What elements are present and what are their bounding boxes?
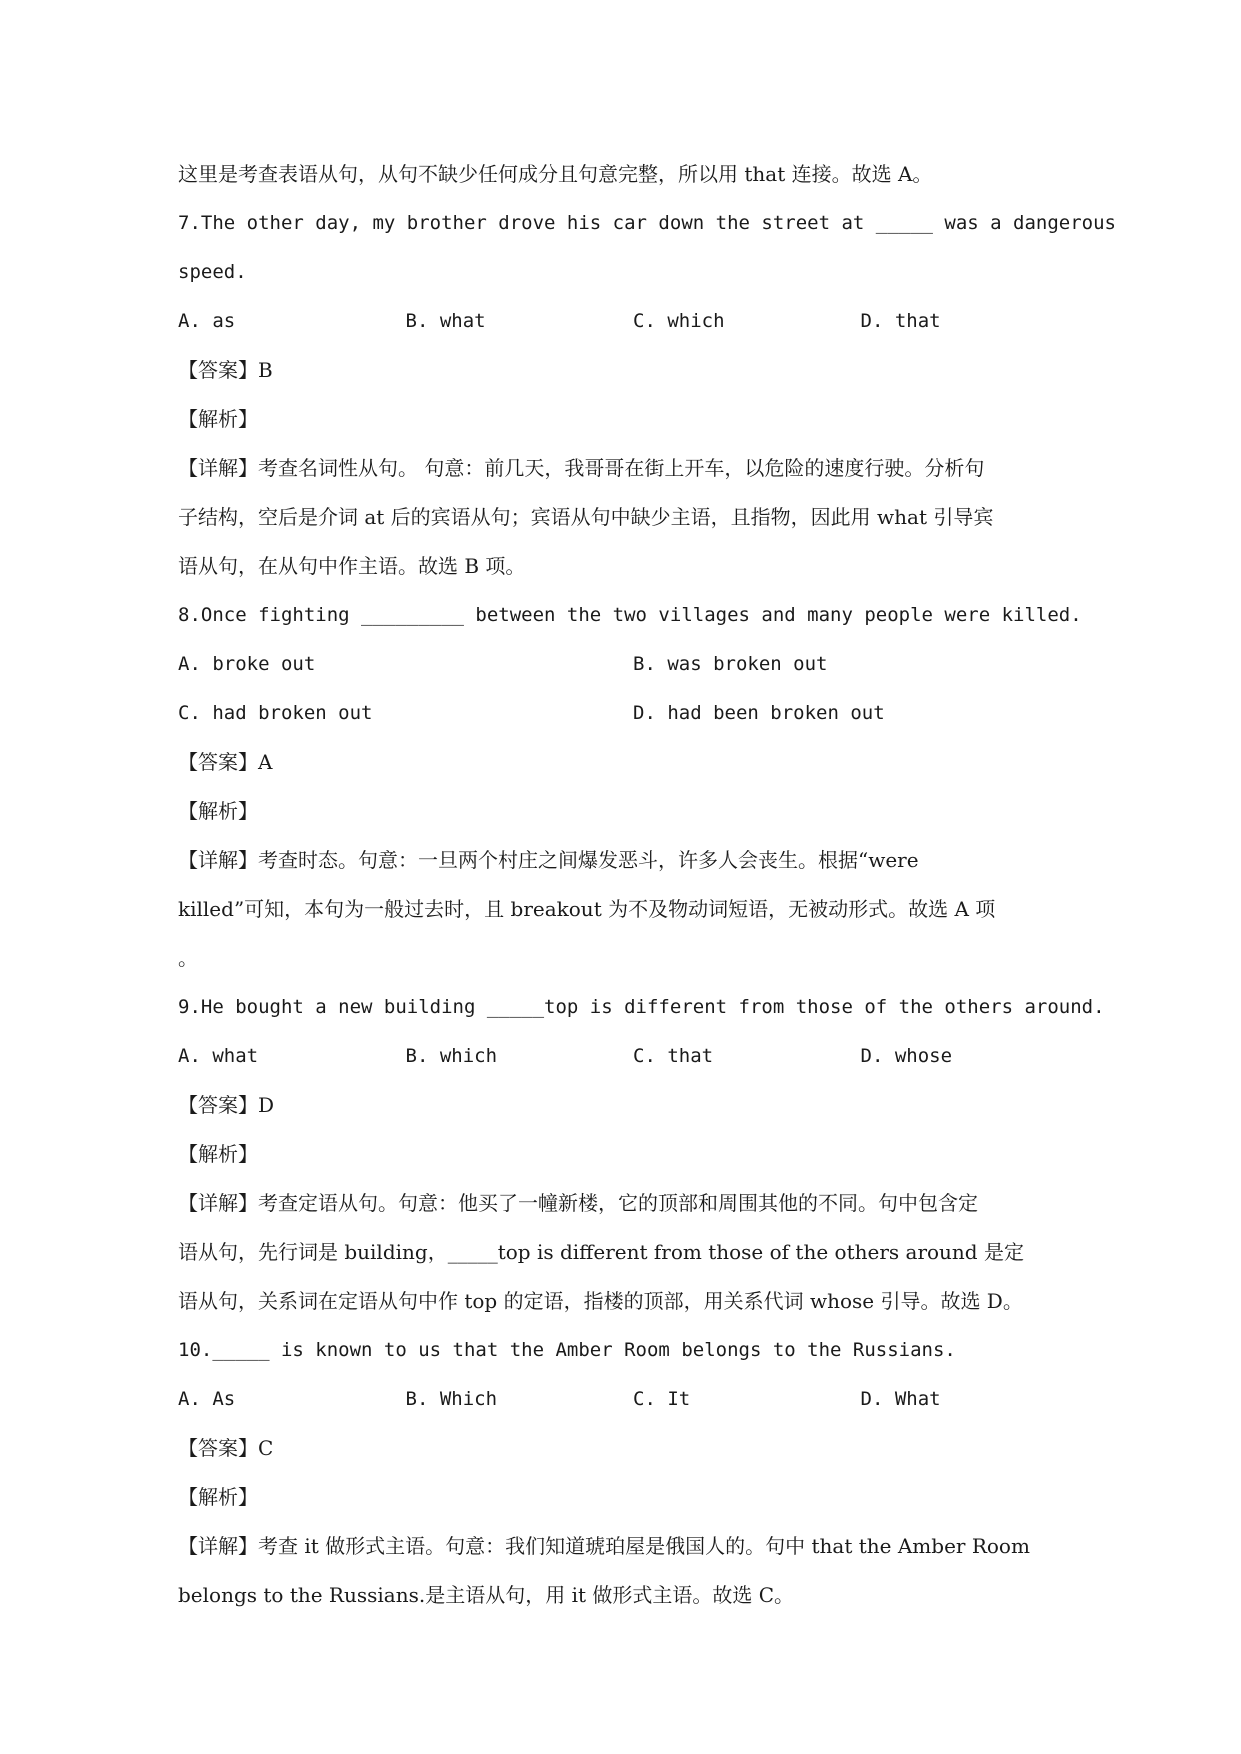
text-line: belongs to the Russians.是主语从句，用 it 做形式主语。故选 C。 (178, 1583, 795, 1607)
text-line: 语从句，关系词在定语从句中作 top 的定语，指楼的顶部，用关系代词 whose 引导。故选 D。 (178, 1289, 1023, 1313)
text-line: 【详解】考查名词性从句。 句意：前几天，我哥哥在街上开车，以危险的速度行驶。分析句 (178, 456, 985, 480)
question-line: 7.The other day, my brother drove his car down the street at _____ was a dangerous (178, 212, 1116, 234)
answer-option: B. was broken out (633, 653, 828, 675)
text-line: 【答案】D (178, 1093, 275, 1117)
answer-options-row (178, 640, 1088, 689)
text-line: 这里是考查表语从句，从句不缺少任何成分且句意完整，所以用 that 连接。故选 A。 (178, 162, 933, 186)
answer-option: C. had broken out (178, 702, 373, 724)
question-line: 10._____ is known to us that the Amber Room belongs to the Russians. (178, 1339, 956, 1361)
answer-option: A. As (178, 1388, 236, 1410)
text-line: 【答案】C (178, 1436, 274, 1460)
answer-option: B. which (405, 1045, 498, 1067)
text-line: 【详解】考查时态。句意：一旦两个村庄之间爆发恶斗，许多人会丧生。根据“were (178, 848, 919, 872)
text-line: 。 (178, 946, 198, 970)
question-line: 8.Once fighting _________ between the two villages and many people were killed. (178, 604, 1082, 626)
answer-option: C. It (633, 1388, 691, 1410)
answer-option: C. that (633, 1045, 714, 1067)
answer-option: A. as (178, 310, 236, 332)
text-line: 【解析】 (178, 799, 258, 823)
answer-option: D. What (860, 1388, 941, 1410)
answer-option: D. whose (860, 1045, 953, 1067)
answer-options-row (178, 297, 1088, 346)
text-line: 【答案】A (178, 750, 273, 774)
answer-option: B. what (405, 310, 486, 332)
text-line: 【解析】 (178, 407, 258, 431)
text-line: 子结构，空后是介词 at 后的宾语从句；宾语从句中缺少主语，且指物，因此用 what 引导宾 (178, 505, 994, 529)
answer-options-row (178, 689, 1088, 738)
text-line: 【详解】考查定语从句。句意：他买了一幢新楼，它的顶部和周围其他的不同。句中包含定 (178, 1191, 978, 1215)
document-page (178, 150, 1116, 1620)
text-line: 语从句，先行词是 building，_____top is different from those of the others around 是定 (178, 1240, 1024, 1264)
text-line: 语从句，在从句中作主语。故选 B 项。 (178, 554, 526, 578)
answer-option: A. what (178, 1045, 259, 1067)
answer-option: C. which (633, 310, 725, 332)
question-line: speed. (178, 261, 247, 283)
answer-option: D. had been broken out (633, 702, 885, 724)
text-line: killed”可知，本句为一般过去时，且 breakout 为不及物动词短语，无被动形式。故选 A 项 (178, 897, 996, 921)
answer-option: D. that (860, 310, 941, 332)
text-line: 【解析】 (178, 1485, 258, 1509)
question-line: 9.He bought a new building _____top is different from those of the others around. (178, 996, 1105, 1018)
text-line: 【解析】 (178, 1142, 258, 1166)
text-line: 【详解】考查 it 做形式主语。句意：我们知道琥珀屋是俄国人的。句中 that the Amber Room (178, 1534, 1030, 1558)
text-line: 【答案】B (178, 358, 273, 382)
answer-option: A. broke out (178, 653, 316, 675)
answer-options-row (178, 1032, 1088, 1081)
answer-option: B. Which (405, 1388, 498, 1410)
answer-options-row (178, 1375, 1088, 1424)
